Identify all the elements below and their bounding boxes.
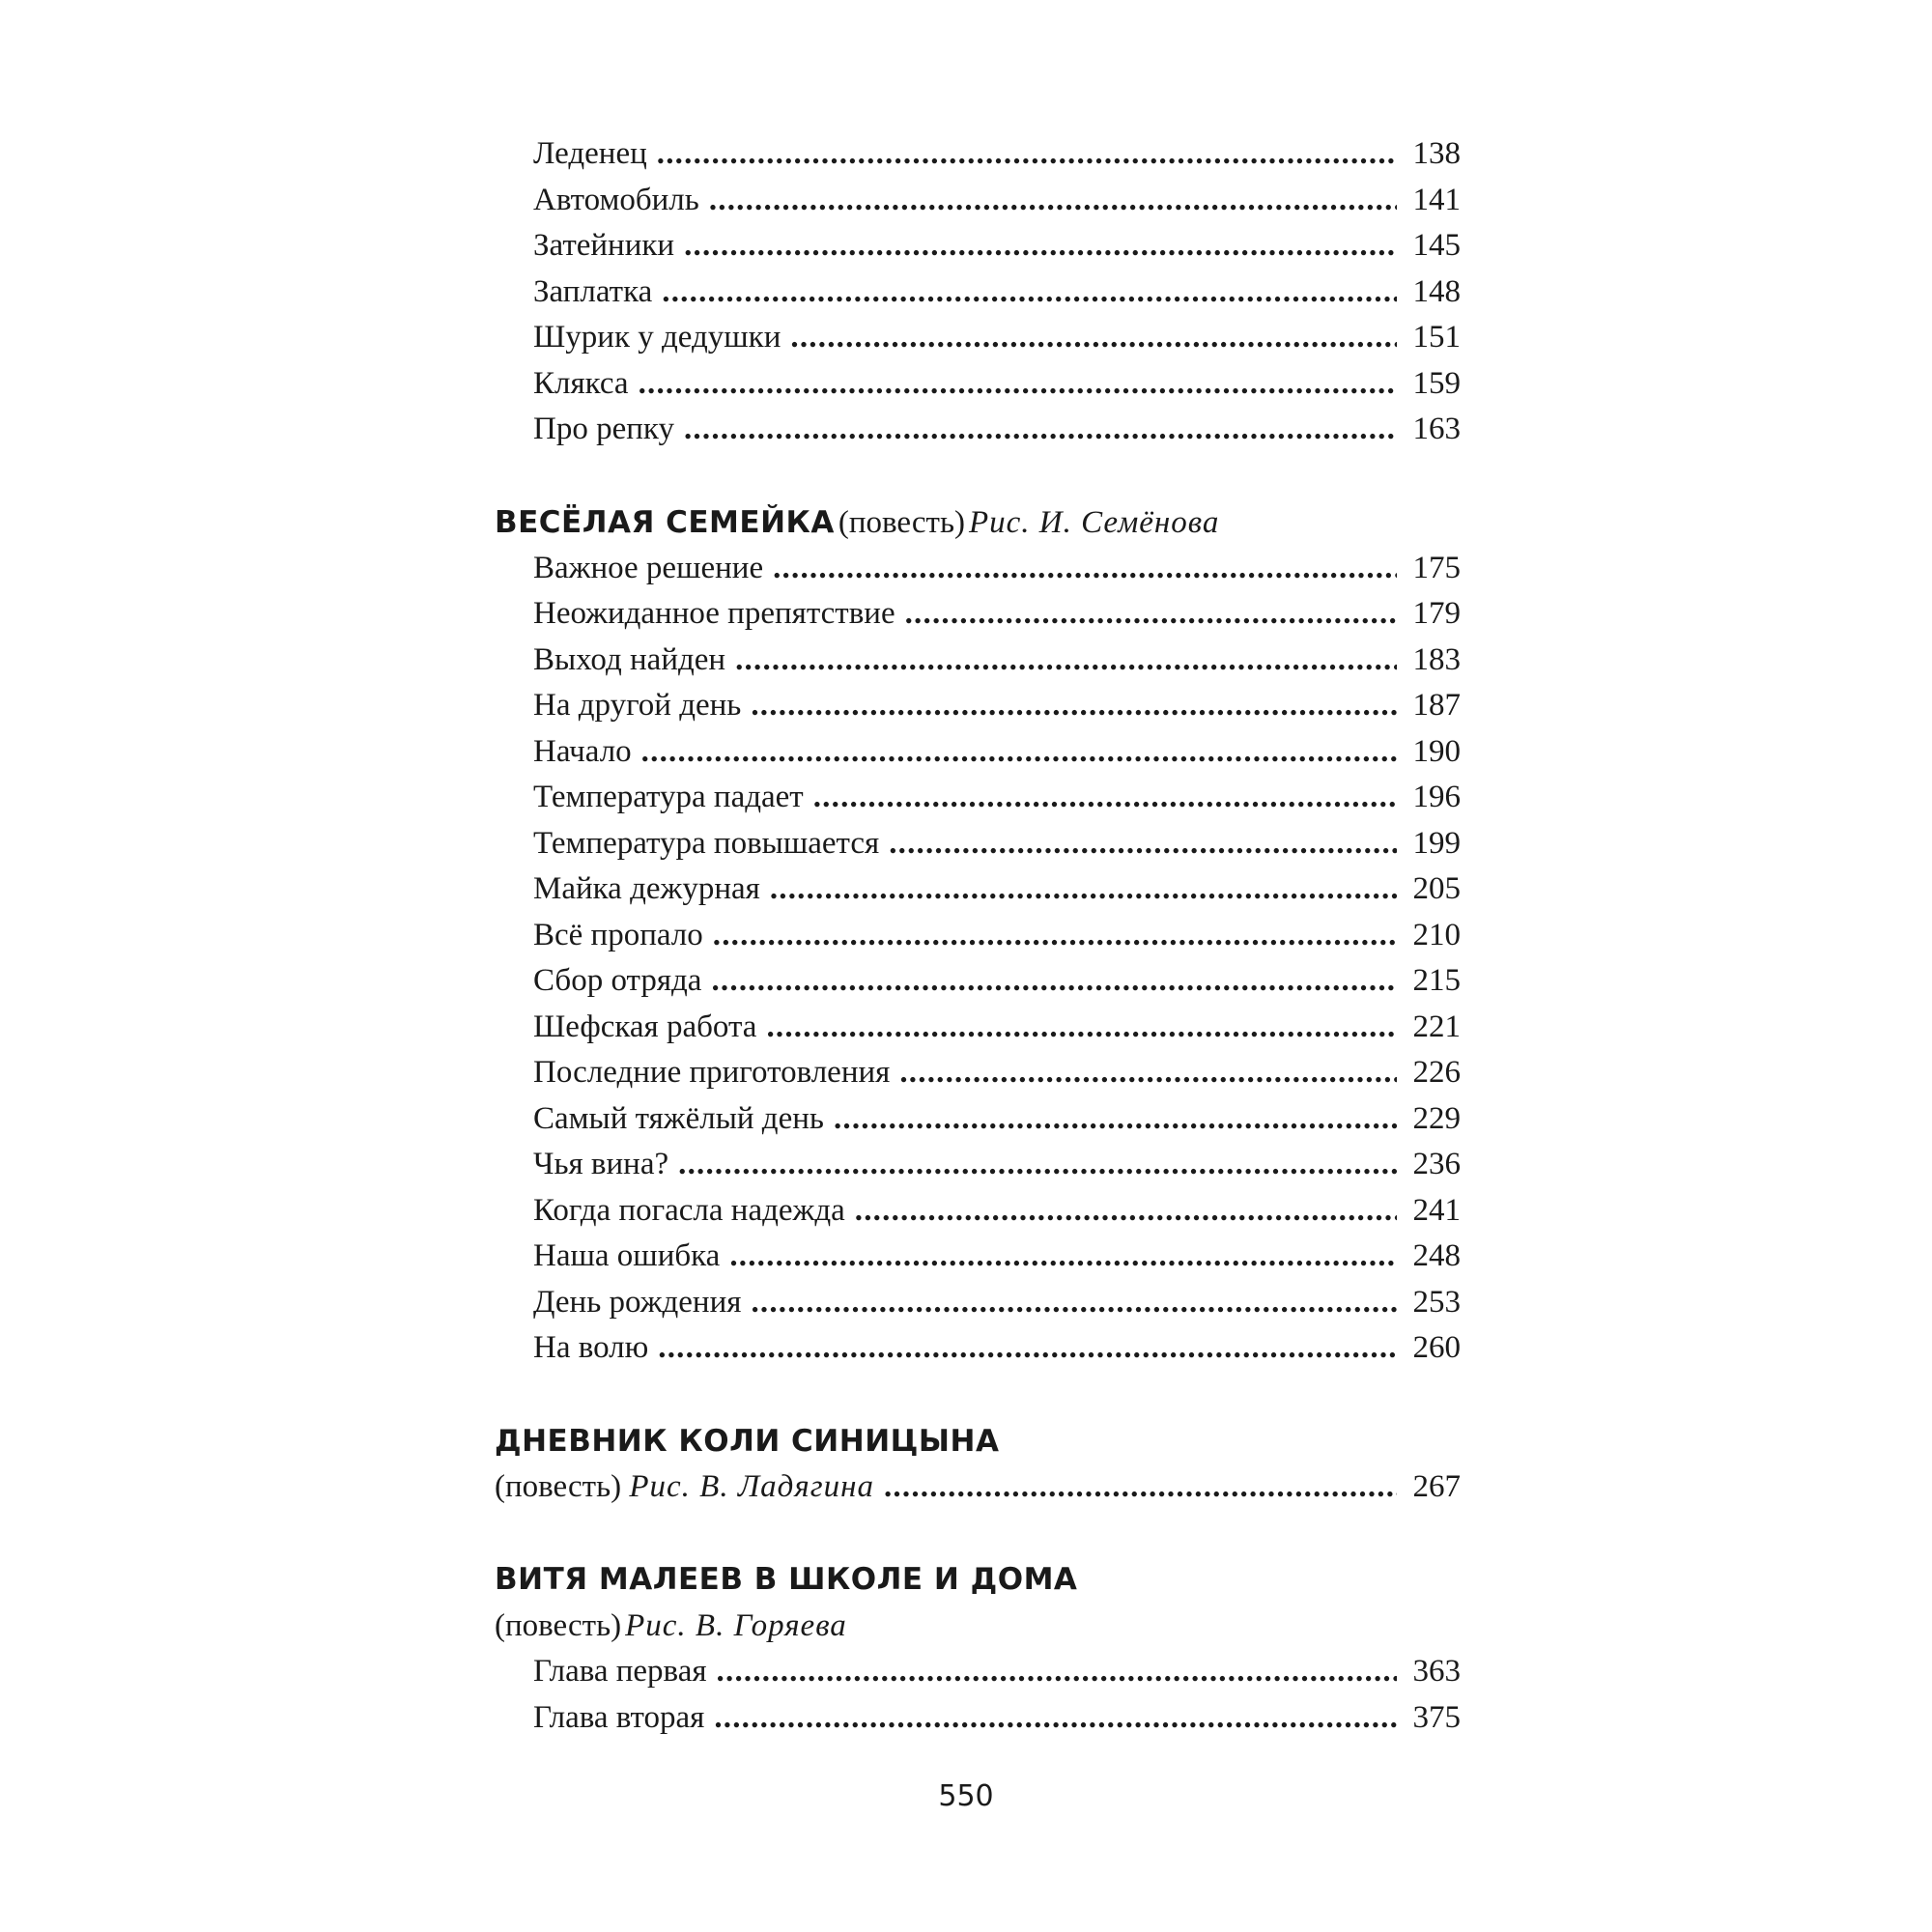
dot-leader — [713, 913, 1397, 959]
entry-page: 151 — [1412, 320, 1461, 355]
entry-title: Температура повышается — [533, 825, 880, 861]
toc-section-vitya-maleev — [495, 1556, 1461, 1741]
entry-page: 145 — [1412, 228, 1461, 263]
entry-page: 215 — [1412, 963, 1461, 998]
toc-entry — [495, 729, 1461, 776]
entry-page: 267 — [1412, 1468, 1461, 1504]
dot-leader — [899, 1050, 1397, 1096]
entry-page: 363 — [1412, 1654, 1461, 1689]
toc-entry — [495, 1325, 1461, 1372]
entry-title: Выход найден — [533, 641, 726, 677]
dot-leader — [773, 546, 1397, 592]
section-illustrator: Рис. И. Семёнова — [969, 504, 1220, 540]
entry-title — [495, 1464, 874, 1511]
entry-page: 205 — [1412, 871, 1461, 906]
section-genre: (повесть) — [838, 504, 965, 540]
toc-entry — [495, 1234, 1461, 1280]
toc-entry — [495, 1464, 1461, 1511]
toc-entry — [495, 407, 1461, 453]
entry-page: 226 — [1412, 1055, 1461, 1090]
section-genre: (повесть) — [495, 1468, 622, 1504]
entry-page: 236 — [1412, 1147, 1461, 1181]
entry-page: 241 — [1412, 1192, 1461, 1228]
section-illustrator: Рис. В. Ладягина — [629, 1468, 874, 1504]
entry-title: Когда погасла надежда — [533, 1192, 845, 1228]
entry-page: 141 — [1412, 182, 1461, 217]
section-gap — [495, 1510, 1461, 1556]
entry-page: 183 — [1412, 641, 1461, 677]
dot-leader — [766, 1005, 1397, 1051]
section-title: ВИТЯ МАЛЕЕВ В ШКОЛЕ И ДОМА — [495, 1562, 1078, 1597]
toc-entry — [495, 270, 1461, 316]
dot-leader — [729, 1234, 1397, 1280]
toc-section-dnevnik-koli-sinitsyna — [495, 1418, 1461, 1511]
toc-entry — [495, 315, 1461, 361]
dot-leader — [658, 1325, 1397, 1372]
entry-page: 190 — [1412, 733, 1461, 769]
entry-page: 159 — [1412, 365, 1461, 401]
entry-title: Глава первая — [533, 1654, 707, 1689]
entry-title: Начало — [533, 733, 632, 769]
entry-title: Важное решение — [533, 550, 764, 585]
section-title: ВЕСЁЛАЯ СЕМЕЙКА — [495, 504, 835, 540]
entry-title: Всё пропало — [533, 917, 703, 952]
dot-leader — [770, 867, 1397, 913]
dot-leader — [639, 361, 1397, 408]
entry-title: Клякса — [533, 365, 629, 401]
entry-title: Наша ошибка — [533, 1238, 721, 1273]
dot-leader — [751, 1280, 1397, 1326]
entry-title: Чья вина? — [533, 1147, 669, 1181]
entry-title: Шефская работа — [533, 1009, 757, 1044]
entry-page: 210 — [1412, 917, 1461, 952]
dot-leader — [641, 729, 1397, 776]
dot-leader — [889, 821, 1397, 867]
toc-entry — [495, 683, 1461, 729]
page-number: 550 — [938, 1779, 994, 1813]
entry-page: 375 — [1412, 1699, 1461, 1735]
toc-entry — [495, 178, 1461, 224]
toc-entry — [495, 867, 1461, 913]
entry-page: 260 — [1412, 1330, 1461, 1365]
entry-title: Неожиданное препятствие — [533, 596, 895, 631]
dot-leader — [751, 683, 1397, 729]
entry-title: Шурик у дедушки — [533, 320, 781, 355]
dot-leader — [709, 178, 1397, 224]
entry-page: 196 — [1412, 780, 1461, 814]
dot-leader — [905, 591, 1397, 638]
table-of-contents — [495, 131, 1461, 1741]
section-title: ДНЕВНИК КОЛИ СИНИЦЫНА — [495, 1423, 1000, 1459]
dot-leader — [834, 1096, 1397, 1143]
entry-page: 148 — [1412, 273, 1461, 309]
entry-title: Самый тяжёлый день — [533, 1100, 824, 1136]
toc-entry — [495, 361, 1461, 408]
toc-entry — [495, 638, 1461, 684]
toc-entry — [495, 1649, 1461, 1695]
entry-title: Леденец — [533, 136, 647, 171]
toc-group-stories — [495, 131, 1461, 453]
toc-entry — [495, 546, 1461, 592]
toc-entry — [495, 958, 1461, 1005]
entry-title: Про репку — [533, 412, 674, 446]
section-genre: (повесть) — [495, 1608, 622, 1643]
entry-page: 229 — [1412, 1100, 1461, 1136]
toc-entry — [495, 591, 1461, 638]
entry-title: Сбор отряда — [533, 963, 702, 998]
entry-title: Автомобиль — [533, 182, 699, 217]
entry-page: 221 — [1412, 1009, 1461, 1044]
dot-leader — [662, 270, 1397, 316]
toc-entry — [495, 913, 1461, 959]
entry-page: 179 — [1412, 596, 1461, 631]
section-illustrator: Рис. В. Горяева — [625, 1608, 847, 1643]
toc-entry — [495, 1142, 1461, 1188]
toc-entry — [495, 1096, 1461, 1143]
toc-entry — [495, 821, 1461, 867]
dot-leader — [790, 315, 1397, 361]
toc-entry — [495, 223, 1461, 270]
dot-leader — [684, 223, 1397, 270]
dot-leader — [884, 1464, 1397, 1511]
dot-leader — [684, 407, 1397, 453]
toc-entry — [495, 1005, 1461, 1051]
dot-leader — [711, 958, 1397, 1005]
entry-title: На другой день — [533, 688, 742, 723]
toc-entry — [495, 1280, 1461, 1326]
toc-entry — [495, 131, 1461, 178]
entry-page: 199 — [1412, 825, 1461, 861]
entry-title: День рождения — [533, 1284, 742, 1320]
dot-leader — [735, 638, 1397, 684]
section-heading — [495, 499, 1461, 546]
toc-entry — [495, 1050, 1461, 1096]
toc-entry — [495, 1188, 1461, 1235]
entry-title: Майка дежурная — [533, 871, 760, 906]
section-heading — [495, 1418, 1461, 1464]
dot-leader — [678, 1142, 1397, 1188]
entry-title: Температура падает — [533, 780, 804, 814]
entry-page: 187 — [1412, 688, 1461, 723]
entry-page: 253 — [1412, 1284, 1461, 1320]
dot-leader — [714, 1695, 1397, 1742]
section-gap — [495, 453, 1461, 499]
dot-leader — [717, 1649, 1397, 1695]
entry-page: 138 — [1412, 136, 1461, 171]
entry-page: 175 — [1412, 550, 1461, 585]
entry-title: Глава вторая — [533, 1699, 705, 1735]
section-heading — [495, 1556, 1461, 1603]
entry-title: На волю — [533, 1330, 649, 1365]
toc-section-veselaya-semeyka — [495, 499, 1461, 1372]
section-gap — [495, 1372, 1461, 1418]
entry-title: Последние приготовления — [533, 1055, 891, 1090]
dot-leader — [657, 131, 1397, 178]
toc-entry — [495, 775, 1461, 821]
entry-title: Заплатка — [533, 273, 653, 309]
entry-page: 248 — [1412, 1238, 1461, 1273]
dot-leader — [855, 1188, 1397, 1235]
entry-title: Затейники — [533, 228, 675, 263]
toc-entry — [495, 1695, 1461, 1742]
dot-leader — [813, 775, 1397, 821]
section-subheading — [495, 1603, 1461, 1649]
entry-page: 163 — [1412, 412, 1461, 446]
